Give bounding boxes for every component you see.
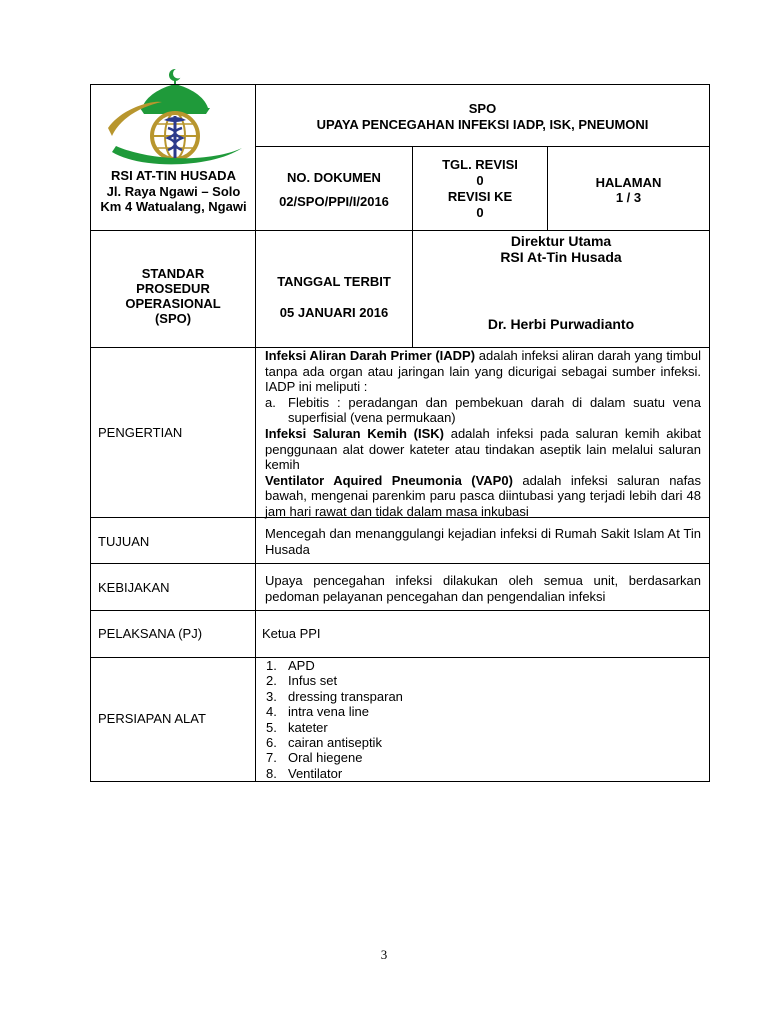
isk-term: Infeksi Saluran Kemih (ISK) bbox=[265, 425, 445, 441]
list-item bbox=[266, 689, 706, 704]
tujuan-label: TUJUAN bbox=[98, 534, 150, 549]
header-divider-1 bbox=[255, 146, 710, 147]
row-divider-2 bbox=[90, 563, 710, 564]
no-dokumen-value: 02/SPO/PPI/I/2016 bbox=[279, 194, 389, 209]
iadp-description: adalah infeksi aliran darah yang timbul tanpa ada organ atau jaringan lain yang dicurigai sebagai sumber infeksi. IADP ini meliputi : bbox=[265, 348, 701, 395]
halaman-value: 1 / 3 bbox=[615, 190, 642, 205]
page-number: 3 bbox=[380, 947, 388, 962]
pelaksana-label: PELAKSANA (PJ) bbox=[98, 626, 203, 641]
iadp-item-marker: a. bbox=[265, 394, 276, 410]
list-item bbox=[266, 720, 706, 735]
list-item-number: 5. bbox=[266, 719, 277, 735]
list-item bbox=[266, 750, 706, 765]
list-item-text: kateter bbox=[288, 719, 328, 735]
table-border-left bbox=[90, 84, 91, 782]
tujuan-text: Mencegah dan menanggulangi kejadian infeksi di Rumah Sakit Islam At Tin Husada bbox=[265, 526, 701, 557]
persiapan-alat-list bbox=[266, 658, 706, 781]
list-item-text: cairan antiseptik bbox=[288, 735, 382, 751]
list-item-number: 4. bbox=[266, 704, 277, 720]
director-name: Dr. Herbi Purwadianto bbox=[487, 316, 635, 332]
list-item-text: APD bbox=[288, 658, 315, 673]
header-divider-2 bbox=[90, 230, 710, 231]
persiapan-alat-label: PERSIAPAN ALAT bbox=[98, 711, 206, 726]
pelaksana-text: Ketua PPI bbox=[262, 626, 321, 641]
table-border-right bbox=[709, 84, 710, 782]
list-item bbox=[266, 658, 706, 673]
hospital-logo bbox=[102, 66, 248, 170]
pengertian-content bbox=[265, 348, 701, 520]
isk-description: adalah infeksi pada saluran kemih akibat penggunaan alat dower kateter atau tindakan aseptik lain melalui saluran kemih bbox=[265, 425, 701, 473]
revisi-ke-label: REVISI KE bbox=[447, 189, 513, 204]
director-title-1: Direktur Utama bbox=[510, 233, 612, 249]
list-item-text: intra vena line bbox=[288, 704, 369, 720]
kebijakan-text: Upaya pencegahan infeksi dilakukan oleh semua unit, berdasarkan pedoman pelayanan pencegahan dan pengendalian infeksi bbox=[265, 573, 701, 604]
pengertian-label: PENGERTIAN bbox=[98, 425, 183, 440]
tgl-revisi-label: TGL. REVISI bbox=[442, 157, 518, 172]
vap-term: Ventilator Aquired Pneumonia (VAP0) bbox=[265, 472, 513, 488]
list-item-number: 1. bbox=[266, 658, 277, 673]
revisi-ke-value: 0 bbox=[476, 205, 484, 220]
org-address: Jl. Raya Ngawi – Solo Km 4 Watualang, Ngawi bbox=[100, 184, 247, 214]
iadp-item-text: Flebitis : peradangan dan pembekuan darah di dalam suatu vena superfisial (vena permukaan) bbox=[288, 394, 701, 426]
org-name: RSI AT-TIN HUSADA bbox=[111, 168, 236, 183]
spo-label: STANDAR PROSEDUR OPERASIONAL (SPO) bbox=[125, 266, 221, 326]
doc-type: SPO bbox=[468, 101, 497, 116]
director-title-2: RSI At-Tin Husada bbox=[500, 249, 622, 265]
list-item bbox=[266, 704, 706, 719]
iadp-item bbox=[265, 395, 701, 426]
table-border-top bbox=[90, 84, 710, 85]
doc-title: UPAYA PENCEGAHAN INFEKSI IADP, ISK, PNEUMONI bbox=[316, 117, 649, 132]
list-item-number: 3. bbox=[266, 688, 277, 704]
list-item bbox=[266, 766, 706, 781]
list-item-text: dressing transparan bbox=[288, 688, 403, 704]
list-item-number: 2. bbox=[266, 673, 277, 689]
table-col-divider bbox=[255, 84, 256, 782]
list-item-text: Oral hiegene bbox=[288, 750, 363, 766]
tgl-revisi-value: 0 bbox=[476, 173, 484, 188]
list-item-text: Ventilator bbox=[288, 765, 343, 781]
tanggal-terbit-label: TANGGAL TERBIT bbox=[277, 274, 391, 289]
list-item bbox=[266, 735, 706, 750]
list-item-number: 7. bbox=[266, 750, 277, 766]
halaman-label: HALAMAN bbox=[595, 175, 662, 190]
tanggal-terbit-value: 05 JANUARI 2016 bbox=[279, 305, 389, 320]
vap-paragraph bbox=[265, 473, 701, 520]
no-dokumen-label: NO. DOKUMEN bbox=[287, 170, 381, 185]
row-divider-3 bbox=[90, 610, 710, 611]
kebijakan-label: KEBIJAKAN bbox=[98, 580, 170, 595]
list-item-number: 8. bbox=[266, 765, 277, 781]
list-item bbox=[266, 673, 706, 688]
iadp-paragraph bbox=[265, 348, 701, 395]
list-item-text: Infus set bbox=[288, 673, 338, 689]
iadp-term: Infeksi Aliran Darah Primer (IADP) bbox=[265, 348, 476, 363]
isk-paragraph bbox=[265, 426, 701, 473]
list-item-number: 6. bbox=[266, 735, 277, 751]
vap-description: adalah infeksi saluran nafas bawah, mengenai parenkim paru pasca diintubasi yang terjadi lebih dari 48 jam hari rawat dan tidak dalam masa inkubasi bbox=[265, 472, 701, 519]
